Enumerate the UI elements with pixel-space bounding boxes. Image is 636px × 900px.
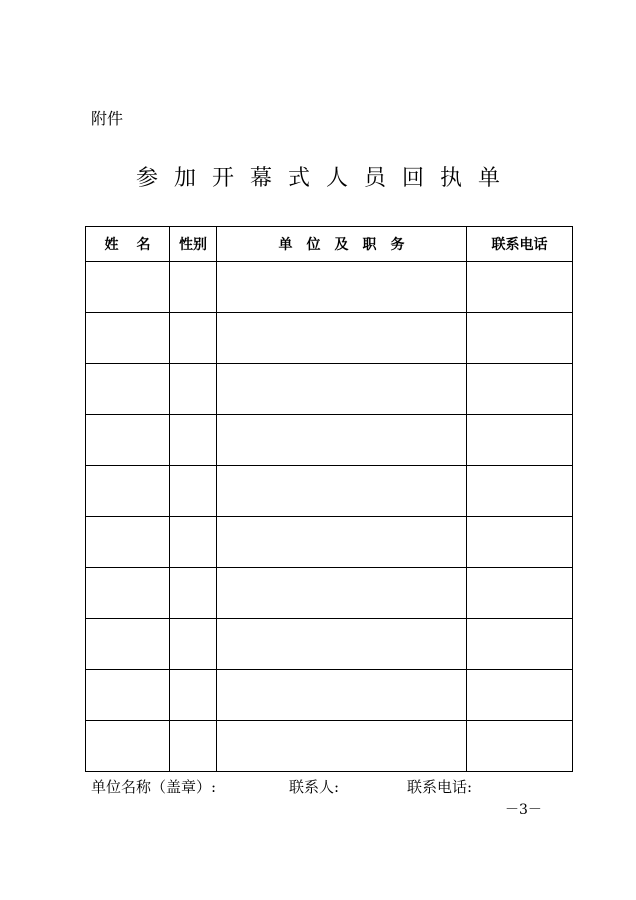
table-row: [86, 619, 573, 670]
page-number: －3－: [505, 802, 542, 818]
table-row: [86, 670, 573, 721]
table-row: [86, 262, 573, 313]
unit-position-cell[interactable]: [217, 313, 467, 364]
gender-cell[interactable]: [170, 466, 217, 517]
gender-cell[interactable]: [170, 517, 217, 568]
table-row: [86, 517, 573, 568]
unit-position-cell[interactable]: [217, 619, 467, 670]
table-row: [86, 364, 573, 415]
page-title: 参加开幕式人员回执单: [135, 166, 516, 191]
phone-cell[interactable]: [467, 670, 573, 721]
table-row: [86, 313, 573, 364]
unit-position-cell[interactable]: [217, 721, 467, 772]
header-name: 姓名: [86, 227, 170, 262]
name-cell[interactable]: [86, 466, 170, 517]
contact-person-label: 联系人:: [289, 778, 340, 796]
gender-cell[interactable]: [170, 721, 217, 772]
unit-name-seal-label: 单位名称（盖章）:: [91, 778, 217, 796]
table-row: [86, 568, 573, 619]
gender-cell[interactable]: [170, 619, 217, 670]
table-header-row: [86, 227, 573, 262]
phone-cell[interactable]: [467, 517, 573, 568]
form-footer: [91, 776, 551, 798]
unit-position-cell[interactable]: [217, 517, 467, 568]
table-row: [86, 466, 573, 517]
header-gender: 性别: [170, 227, 217, 262]
name-cell[interactable]: [86, 364, 170, 415]
name-cell[interactable]: [86, 415, 170, 466]
unit-position-cell[interactable]: [217, 670, 467, 721]
name-cell[interactable]: [86, 517, 170, 568]
unit-position-cell[interactable]: [217, 262, 467, 313]
gender-cell[interactable]: [170, 670, 217, 721]
name-cell[interactable]: [86, 313, 170, 364]
attachment-label: 附件: [91, 109, 124, 128]
phone-cell[interactable]: [467, 466, 573, 517]
unit-position-cell[interactable]: [217, 415, 467, 466]
gender-cell[interactable]: [170, 262, 217, 313]
phone-cell[interactable]: [467, 262, 573, 313]
contact-phone-label: 联系电话:: [407, 778, 473, 796]
table-row: [86, 415, 573, 466]
name-cell[interactable]: [86, 619, 170, 670]
gender-cell[interactable]: [170, 364, 217, 415]
gender-cell[interactable]: [170, 313, 217, 364]
name-cell[interactable]: [86, 670, 170, 721]
phone-cell[interactable]: [467, 313, 573, 364]
header-phone: 联系电话: [467, 227, 573, 262]
unit-position-cell[interactable]: [217, 568, 467, 619]
phone-cell[interactable]: [467, 721, 573, 772]
name-cell[interactable]: [86, 568, 170, 619]
gender-cell[interactable]: [170, 568, 217, 619]
phone-cell[interactable]: [467, 568, 573, 619]
phone-cell[interactable]: [467, 619, 573, 670]
gender-cell[interactable]: [170, 415, 217, 466]
unit-position-cell[interactable]: [217, 364, 467, 415]
name-cell[interactable]: [86, 262, 170, 313]
reply-form-table: [85, 226, 573, 772]
phone-cell[interactable]: [467, 364, 573, 415]
unit-position-cell[interactable]: [217, 466, 467, 517]
header-unit-position: 单位及职务: [217, 227, 467, 262]
name-cell[interactable]: [86, 721, 170, 772]
table-row: [86, 721, 573, 772]
phone-cell[interactable]: [467, 415, 573, 466]
